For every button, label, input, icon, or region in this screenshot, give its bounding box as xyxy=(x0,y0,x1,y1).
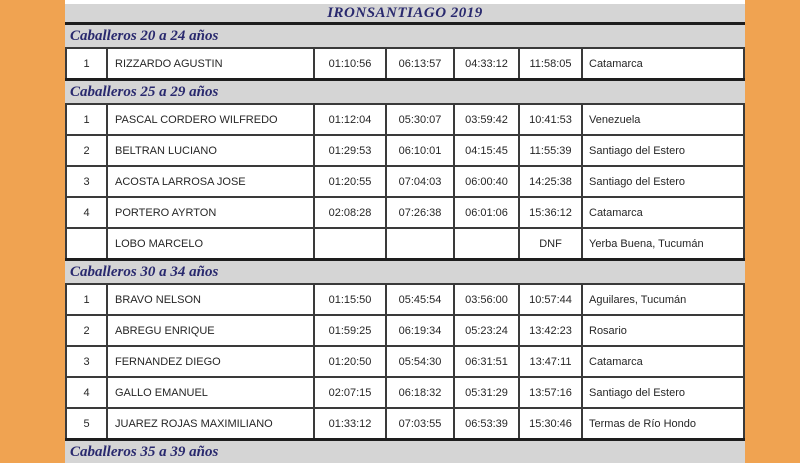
cell-location: Catamarca xyxy=(583,198,745,227)
cell-time-1: 01:20:55 xyxy=(315,167,387,196)
table-row xyxy=(65,283,745,314)
section-label: Caballeros 30 a 34 años xyxy=(70,263,219,280)
cell-location: Yerba Buena, Tucumán xyxy=(583,229,745,258)
cell-time-3: 04:15:45 xyxy=(455,136,520,165)
cell-time-3 xyxy=(455,229,520,258)
cell-time-1: 01:29:53 xyxy=(315,136,387,165)
cell-time-4: DNF xyxy=(520,229,583,258)
cell-time-4: 10:41:53 xyxy=(520,105,583,134)
cell-name: FERNANDEZ DIEGO xyxy=(108,347,315,376)
cell-time-2: 07:04:03 xyxy=(387,167,455,196)
cell-time-1: 01:10:56 xyxy=(315,49,387,78)
section-label: Caballeros 25 a 29 años xyxy=(70,83,219,100)
cell-time-3: 06:53:39 xyxy=(455,409,520,438)
cell-position: 2 xyxy=(67,136,108,165)
table-row xyxy=(65,376,745,407)
cell-time-1 xyxy=(315,229,387,258)
cell-time-4: 15:36:12 xyxy=(520,198,583,227)
cell-time-2: 06:13:57 xyxy=(387,49,455,78)
cell-name: PASCAL CORDERO WILFREDO xyxy=(108,105,315,134)
cell-time-3: 06:00:40 xyxy=(455,167,520,196)
cell-time-1: 01:12:04 xyxy=(315,105,387,134)
cell-time-4: 13:47:11 xyxy=(520,347,583,376)
cell-time-1: 01:15:50 xyxy=(315,285,387,314)
cell-position: 1 xyxy=(67,49,108,78)
cell-position: 5 xyxy=(67,409,108,438)
table-row xyxy=(65,227,745,258)
cell-location: Termas de Río Hondo xyxy=(583,409,745,438)
cell-time-4: 10:57:44 xyxy=(520,285,583,314)
cell-position xyxy=(67,229,108,258)
cell-time-4: 11:55:39 xyxy=(520,136,583,165)
cell-time-2: 05:45:54 xyxy=(387,285,455,314)
section-header xyxy=(65,258,745,283)
cell-location: Aguilares, Tucumán xyxy=(583,285,745,314)
cell-time-2: 05:54:30 xyxy=(387,347,455,376)
cell-name: ABREGU ENRIQUE xyxy=(108,316,315,345)
cell-position: 3 xyxy=(67,347,108,376)
section-label: Caballeros 20 a 24 años xyxy=(70,27,219,44)
table-row xyxy=(65,134,745,165)
cell-time-1: 02:08:28 xyxy=(315,198,387,227)
cell-time-1: 01:20:50 xyxy=(315,347,387,376)
cell-time-2: 06:10:01 xyxy=(387,136,455,165)
cell-time-2: 05:30:07 xyxy=(387,105,455,134)
sections xyxy=(65,25,745,463)
cell-time-2: 07:03:55 xyxy=(387,409,455,438)
cell-name: BELTRAN LUCIANO xyxy=(108,136,315,165)
cell-name: RIZZARDO AGUSTIN xyxy=(108,49,315,78)
cell-position: 4 xyxy=(67,378,108,407)
cell-name: PORTERO AYRTON xyxy=(108,198,315,227)
cell-name: BRAVO NELSON xyxy=(108,285,315,314)
cell-position: 1 xyxy=(67,285,108,314)
cell-location: Santiago del Estero xyxy=(583,136,745,165)
table-row xyxy=(65,103,745,134)
cell-time-4: 15:30:46 xyxy=(520,409,583,438)
cell-location: Santiago del Estero xyxy=(583,378,745,407)
cell-position: 3 xyxy=(67,167,108,196)
cell-position: 4 xyxy=(67,198,108,227)
cell-time-2: 07:26:38 xyxy=(387,198,455,227)
cell-time-2: 06:19:34 xyxy=(387,316,455,345)
cell-time-3: 03:59:42 xyxy=(455,105,520,134)
page-title: IRONSANTIAGO 2019 xyxy=(65,4,745,25)
cell-time-3: 05:23:24 xyxy=(455,316,520,345)
cell-time-1: 01:33:12 xyxy=(315,409,387,438)
cell-time-3: 06:31:51 xyxy=(455,347,520,376)
cell-location: Venezuela xyxy=(583,105,745,134)
cell-time-1: 02:07:15 xyxy=(315,378,387,407)
cell-time-3: 04:33:12 xyxy=(455,49,520,78)
cell-time-1: 01:59:25 xyxy=(315,316,387,345)
cell-location: Catamarca xyxy=(583,347,745,376)
cell-location: Rosario xyxy=(583,316,745,345)
cell-position: 2 xyxy=(67,316,108,345)
table-row xyxy=(65,345,745,376)
cell-location: Santiago del Estero xyxy=(583,167,745,196)
cell-time-4: 13:57:16 xyxy=(520,378,583,407)
table-row xyxy=(65,196,745,227)
cell-time-3: 05:31:29 xyxy=(455,378,520,407)
cell-location: Catamarca xyxy=(583,49,745,78)
cell-time-4: 11:58:05 xyxy=(520,49,583,78)
cell-name: JUAREZ ROJAS MAXIMILIANO xyxy=(108,409,315,438)
cell-time-4: 14:25:38 xyxy=(520,167,583,196)
table-row xyxy=(65,314,745,345)
cell-name: GALLO EMANUEL xyxy=(108,378,315,407)
cell-time-2 xyxy=(387,229,455,258)
table-row xyxy=(65,165,745,196)
section-header xyxy=(65,438,745,463)
section-label: Caballeros 35 a 39 años xyxy=(70,443,219,460)
cell-time-3: 06:01:06 xyxy=(455,198,520,227)
cell-name: ACOSTA LARROSA JOSE xyxy=(108,167,315,196)
cell-time-4: 13:42:23 xyxy=(520,316,583,345)
cell-time-3: 03:56:00 xyxy=(455,285,520,314)
results-table xyxy=(65,0,745,460)
cell-time-2: 06:18:32 xyxy=(387,378,455,407)
section-header xyxy=(65,25,745,47)
table-row xyxy=(65,407,745,438)
cell-name: LOBO MARCELO xyxy=(108,229,315,258)
table-row xyxy=(65,47,745,78)
section-header xyxy=(65,78,745,103)
cell-position: 1 xyxy=(67,105,108,134)
